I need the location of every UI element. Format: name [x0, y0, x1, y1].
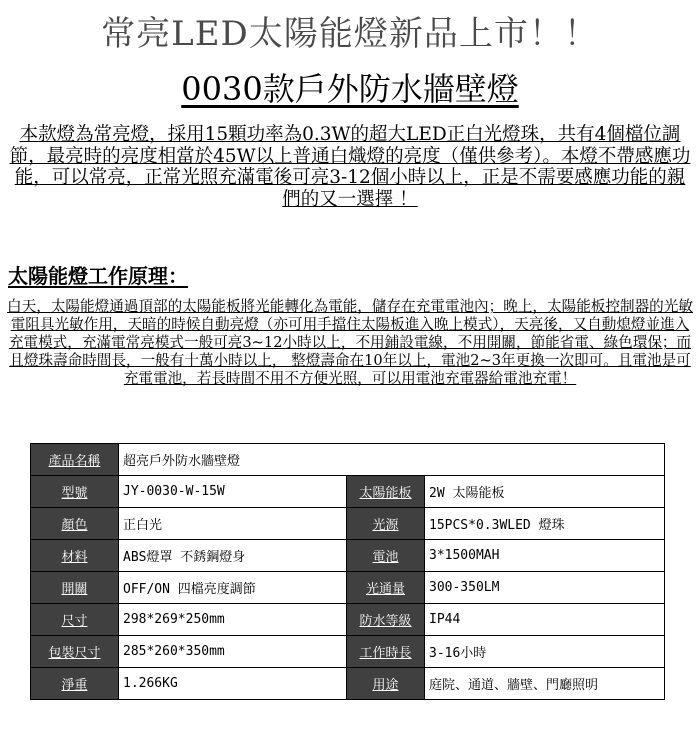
spec-row — [31, 572, 665, 604]
spec-value-luminous-flux: 300-350LM — [425, 572, 665, 604]
spec-label-material: 材料 — [31, 540, 119, 572]
spec-value-light-source: 15PCS*0.3WLED 燈珠 — [425, 508, 665, 540]
spec-table — [30, 443, 665, 700]
spec-value-material: ABS燈罩 不銹鋼燈身 — [119, 540, 347, 572]
spec-label-work-duration: 工作時長 — [347, 636, 425, 668]
spec-value-battery: 3*1500MAH — [425, 540, 665, 572]
spec-value-switch: OFF/ON 四檔亮度調節 — [119, 572, 347, 604]
spec-value-product-name: 超亮戶外防水牆壁燈 — [119, 444, 665, 476]
spec-row — [31, 668, 665, 700]
spec-label-usage: 用途 — [347, 668, 425, 700]
spec-value-model: JY-0030-W-15W — [119, 476, 347, 508]
spec-label-battery: 電池 — [347, 540, 425, 572]
spec-label-solar-panel: 太陽能板 — [347, 476, 425, 508]
spec-value-color: 正白光 — [119, 508, 347, 540]
spec-row — [31, 540, 665, 572]
spec-label-luminous-flux: 光通量 — [347, 572, 425, 604]
spec-value-usage: 庭院、通道、牆壁、門廳照明 — [425, 668, 665, 700]
spec-value-size: 298*269*250mm — [119, 604, 347, 636]
spec-label-switch: 開關 — [31, 572, 119, 604]
spec-label-color: 顏色 — [31, 508, 119, 540]
spec-label-package-size: 包裝尺寸 — [31, 636, 119, 668]
spec-label-waterproof-rating: 防水等級 — [347, 604, 425, 636]
spec-value-waterproof-rating: IP44 — [425, 604, 665, 636]
spec-row — [31, 636, 665, 668]
spec-value-solar-panel: 2W 太陽能板 — [425, 476, 665, 508]
promo-banner: 常亮LED太陽能燈新品上市！！ — [101, 14, 599, 54]
spec-row — [31, 476, 665, 508]
spec-label-light-source: 光源 — [347, 508, 425, 540]
spec-row — [31, 508, 665, 540]
spec-label-net-weight: 淨重 — [31, 668, 119, 700]
spec-value-package-size: 285*260*350mm — [119, 636, 347, 668]
principle-paragraph: 白天，太陽能燈通過頂部的太陽能板將光能轉化為電能，儲存在充電電池內；晚上，太陽能板控制器的光敏電阻具光敏作用，天暗的時候自動亮燈（亦可用手擋住太陽板進入晚上模式），天亮後，又自動熄燈並進入充電模式，充滿電常亮模式一般可亮3~12小時以上，不用鋪設電線，不用開關，節能省電、綠色環保；而且燈珠壽命時間長，一般有十萬小時以上， 整燈壽命在10年以上，電池2~3年更換一次即可。且電池是可充電電池，若長時間不用不方便光照，可以用電池充電器給電池充電！ — [7, 298, 693, 387]
spec-row — [31, 604, 665, 636]
spec-label-model: 型號 — [31, 476, 119, 508]
spec-label-product-name: 產品名稱 — [31, 444, 119, 476]
principle-heading: 太陽能燈工作原理： — [8, 264, 188, 288]
spec-value-net-weight: 1.266KG — [119, 668, 347, 700]
spec-label-size: 尺寸 — [31, 604, 119, 636]
product-intro-paragraph: 本款燈為常亮燈，採用15顆功率為0.3W的超大LED正白光燈珠，共有4個檔位調節，最亮時的亮度相當於45W以上普通白熾燈的亮度（僅供參考）。本燈不帶感應功能，可以常亮，正常光照充滿電後可亮3-12個小時以上，正是不需要感應功能的親們的又一選擇 ！ — [9, 124, 691, 210]
spec-row-product-name — [31, 444, 665, 476]
spec-value-work-duration: 3-16小時 — [425, 636, 665, 668]
product-title: 0030款戶外防水牆壁燈 — [181, 70, 519, 108]
